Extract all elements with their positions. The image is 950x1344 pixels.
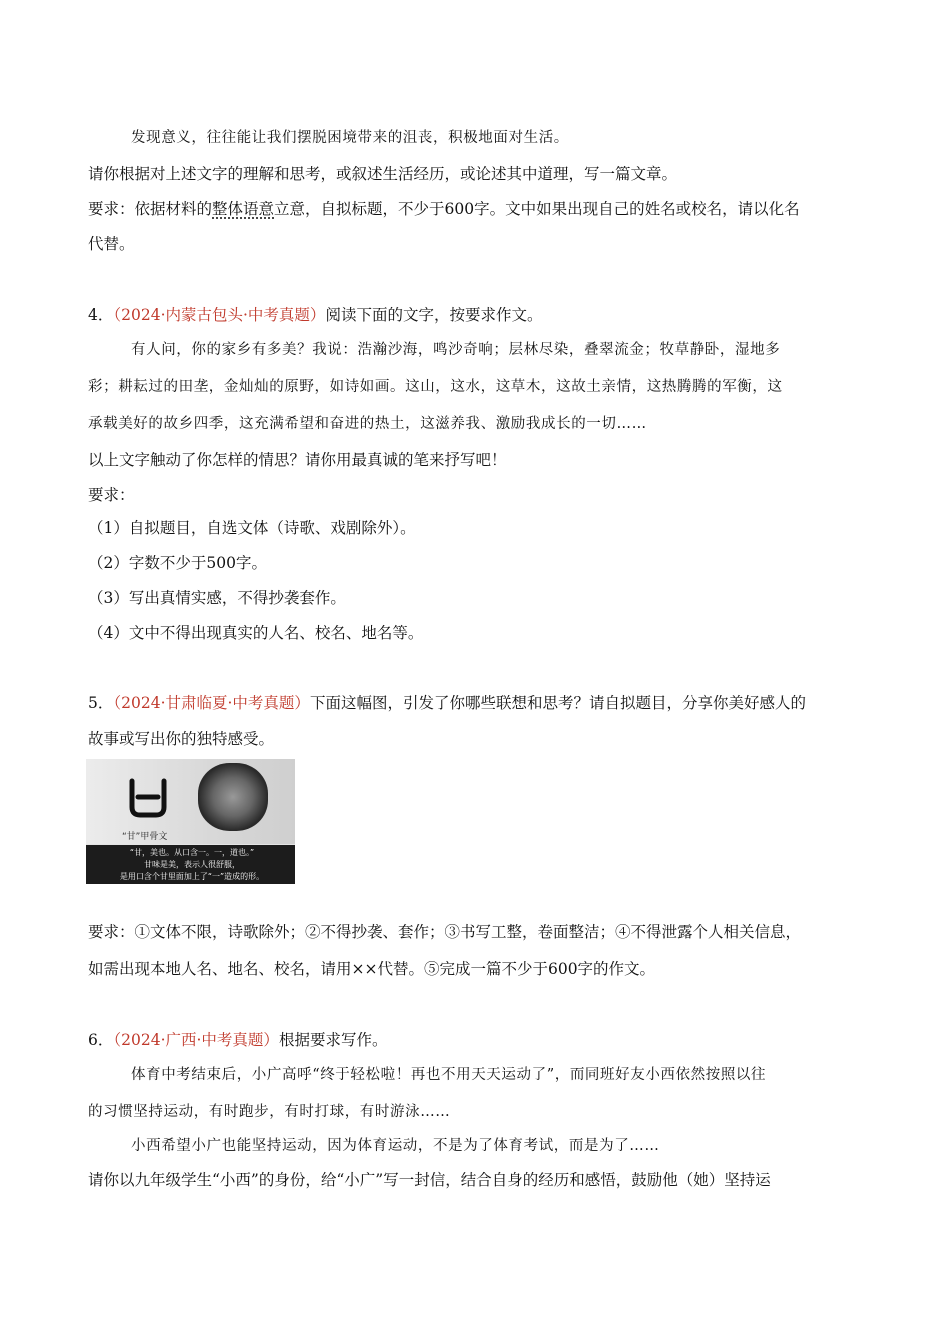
requirement-line <box>88 199 800 219</box>
requirement-text-a: 要求：依据材料的 <box>88 200 213 218</box>
emphasis-text: 整体语意 <box>212 200 275 218</box>
figure-text-line: 是用口含个甘里面加上了“一”造成的形。 <box>119 872 265 881</box>
requirement-item: （2）字数不少于500字。 <box>88 554 267 572</box>
question-prompt: 根据要求写作。 <box>278 1031 388 1049</box>
figure-text-line: 甘味是美，表示人很舒服， <box>144 860 240 869</box>
source-tag: （2024·甘肃临夏·中考真题） <box>113 694 310 712</box>
question-prompt: 阅读下面的文字，按要求作文。 <box>325 306 543 324</box>
requirement-line: 要求：①文体不限，诗歌除外；②不得抄袭、套作；③书写工整，卷面整洁；④不得泄露个人相关信息， <box>88 923 802 941</box>
figure-caption: “甘”甲骨文 <box>122 832 168 842</box>
material-line: 有人问，你的家乡有多美？我说：浩瀚沙海，鸣沙奇响；层林尽染，叠翠流金；牧草静卧，湿地多 <box>131 342 781 358</box>
source-tag: （2024·内蒙古包头·中考真题） <box>113 306 326 324</box>
figure-text-line: “甘，美也。从口含一。一，道也。” <box>129 848 255 857</box>
question-6-header <box>88 1030 387 1050</box>
instruction-line: 请你以九年级学生“小西”的身份，给“小广”写一封信，结合自身的经历和感悟，鼓励他（她）坚持运 <box>88 1171 771 1189</box>
requirement-heading: 要求： <box>88 486 135 504</box>
requirement-line-cont: 代替。 <box>88 235 135 253</box>
material-line: 发现意义，往往能让我们摆脱困境带来的沮丧，积极地面对生活。 <box>131 130 569 146</box>
material-line: 承载美好的故乡四季，这充满希望和奋进的热土，这滋养我、激励我成长的一切…… <box>88 416 647 432</box>
requirement-item: （4）文中不得出现真实的人名、校名、地名等。 <box>88 624 424 642</box>
material-line: 小西希望小广也能坚持运动，因为体育运动，不是为了体育考试，而是为了…… <box>131 1138 660 1154</box>
question-4-header <box>88 305 542 325</box>
material-line: 彩；耕耘过的田垄，金灿灿的原野，如诗如画。这山，这水，这草木，这故土亲情，这热腾腾的军衡，这 <box>88 379 783 395</box>
question-5-header <box>88 693 806 713</box>
oracle-gan-glyph-icon <box>126 775 170 821</box>
material-line: 体育中考结束后，小广高呼“终于轻松啦！再也不用天天运动了”，而同班好友小西依然按照以往 <box>131 1067 767 1083</box>
instruction-line: 请你根据对上述文字的理解和思考，或叙述生活经历，或论述其中道理，写一篇文章。 <box>88 165 678 183</box>
oracle-bone-figure <box>86 759 295 884</box>
mouth-photo-icon <box>198 763 268 831</box>
question-prompt-cont: 故事或写出你的独特感受。 <box>88 730 275 748</box>
material-line: 的习惯坚持运动，有时跑步，有时打球，有时游泳…… <box>88 1104 451 1120</box>
requirement-text-b: 立意，自拟标题，不少于600字。文中如果出现自己的姓名或校名，请以化名 <box>274 200 800 218</box>
question-number: 4． <box>88 306 114 324</box>
requirement-line-cont: 如需出现本地人名、地名、校名，请用××代替。⑤完成一篇不少于600字的作文。 <box>88 960 656 978</box>
instruction-line: 以上文字触动了你怎样的情思？请你用最真诚的笔来抒写吧！ <box>88 451 507 469</box>
question-prompt: 下面这幅图，引发了你哪些联想和思考？请自拟题目，分享你美好感人的 <box>309 694 806 712</box>
requirement-item: （3）写出真情实感，不得抄袭套作。 <box>88 589 346 607</box>
requirement-item: （1）自拟题目，自选文体（诗歌、戏剧除外）。 <box>88 519 416 537</box>
source-tag: （2024·广西·中考真题） <box>113 1031 279 1049</box>
question-number: 5． <box>88 694 114 712</box>
question-number: 6． <box>88 1031 114 1049</box>
